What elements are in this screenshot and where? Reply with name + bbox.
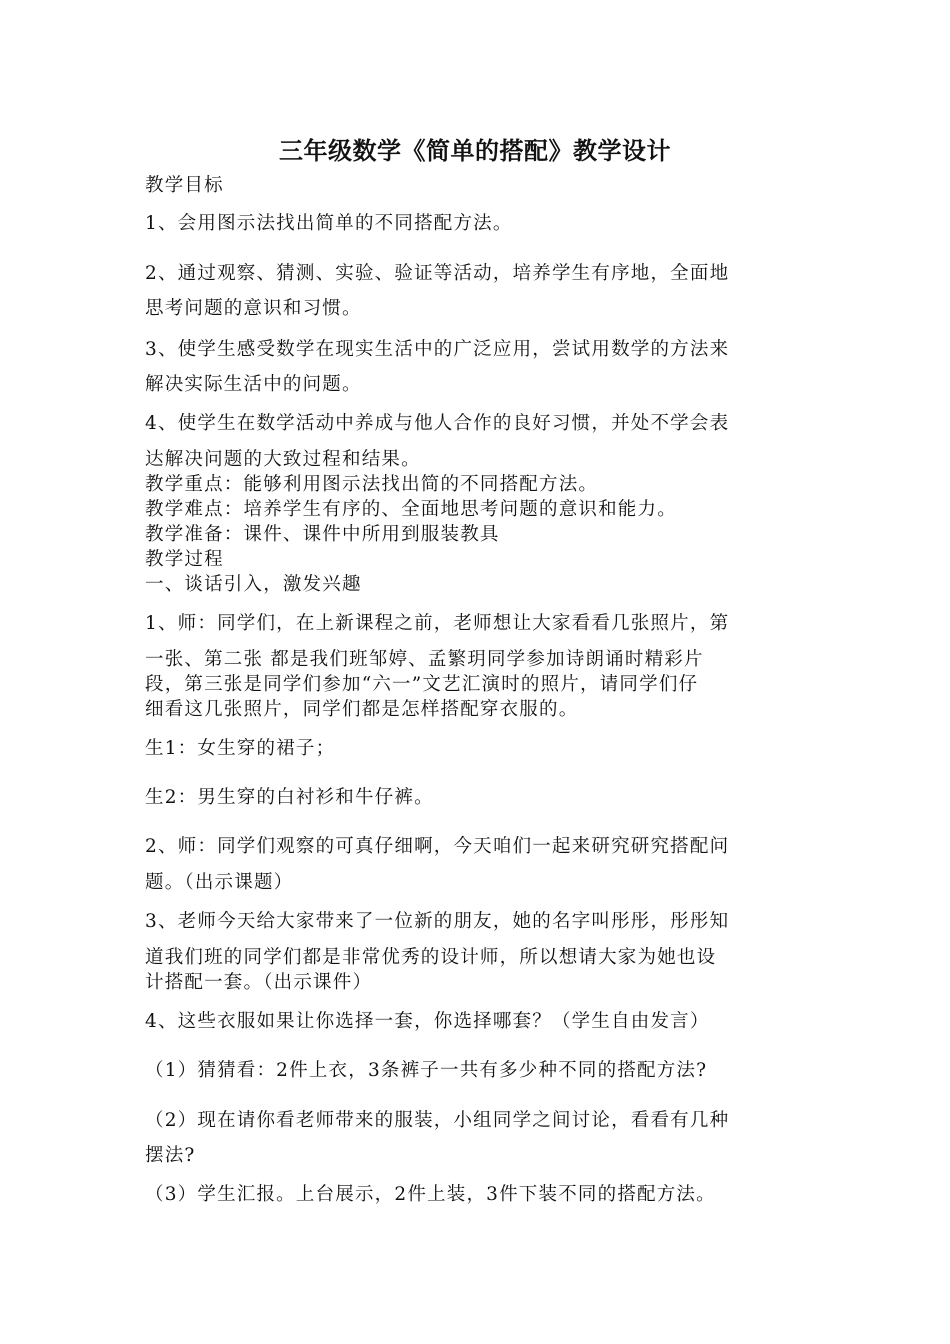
section-heading-process: 教学过程 <box>145 549 224 570</box>
key-point: 教学重点：能够利用图示法找出简的不同搭配方法。 <box>145 474 599 495</box>
student-answer-1: 生1：女生穿的裙子； <box>145 738 336 759</box>
step-1-line-4: 细看这几张照片，同学们都是怎样搭配穿衣服的。 <box>145 699 579 720</box>
step-1-line-2: 一张、第二张 都是我们班邹婷、孟繁玥同学参加诗朗诵时精彩片 <box>145 649 704 670</box>
objective-3-line-2: 解决实际生活中的问题。 <box>145 374 362 395</box>
difficult-point: 教学难点：培养学生有序的、全面地思考问题的意识和能力。 <box>145 499 677 520</box>
sub-step-3: （3）学生汇报。上台展示，2件上装，3件下装不同的搭配方法。 <box>145 1184 716 1205</box>
sub-step-2-line-2: 摆法? <box>145 1145 196 1166</box>
section-heading-objectives: 教学目标 <box>145 175 224 196</box>
sub-step-2-line-1: （2）现在请你看老师带来的服装，小组同学之间讨论，看看有几种 <box>145 1110 730 1131</box>
step-1-line-1: 1、师：同学们，在上新课程之前，老师想让大家看看几张照片，第 <box>145 613 730 634</box>
objective-1: 1、会用图示法找出简单的不同搭配方法。 <box>145 213 513 234</box>
objective-4-line-2: 达解决问题的大致过程和结果。 <box>145 449 421 470</box>
step-1-line-3: 段，第三张是同学们参加“六一”文艺汇演时的照片，请同学们仔 <box>145 674 699 695</box>
document-title: 三年级数学《简单的搭配》教学设计 <box>279 137 671 165</box>
objective-3-line-1: 3、使学生感受数学在现实生活中的广泛应用，尝试用数学的方法来 <box>145 339 730 360</box>
objective-4-line-1: 4、使学生在数学活动中养成与他人合作的良好习惯，并处不学会表 <box>145 413 730 434</box>
step-3-line-1: 3、老师今天给大家带来了一位新的朋友，她的名字叫彤彤，彤彤知 <box>145 911 730 932</box>
step-2-line-1: 2、师：同学们观察的可真仔细啊，今天咱们一起来研究研究搭配问 <box>145 836 730 857</box>
teaching-preparation: 教学准备：课件、课件中所用到服装教具 <box>145 524 500 545</box>
step-3-line-3: 计搭配一套。（出示课件） <box>145 972 373 993</box>
sub-step-1: （1）猜猜看：2件上衣，3条裤子一共有多少种不同的搭配方法? <box>145 1060 708 1081</box>
student-answer-2: 生2：男生穿的白衬衫和牛仔裤。 <box>145 787 434 808</box>
step-4: 4、这些衣服如果让你选择一套，你选择哪套？（学生自由发言） <box>145 1011 710 1032</box>
step-2-line-2: 题。（出示课题） <box>145 872 294 893</box>
objective-2-line-1: 2、通过观察、猜测、实验、验证等活动，培养学生有序地，全面地 <box>145 263 730 284</box>
step-3-line-2: 道我们班的同学们都是非常优秀的设计师，所以想请大家为她也设 <box>145 947 717 968</box>
part-1-heading: 一、谈话引入，激发兴趣 <box>145 574 362 595</box>
objective-2-line-2: 思考问题的意识和习惯。 <box>145 298 362 319</box>
